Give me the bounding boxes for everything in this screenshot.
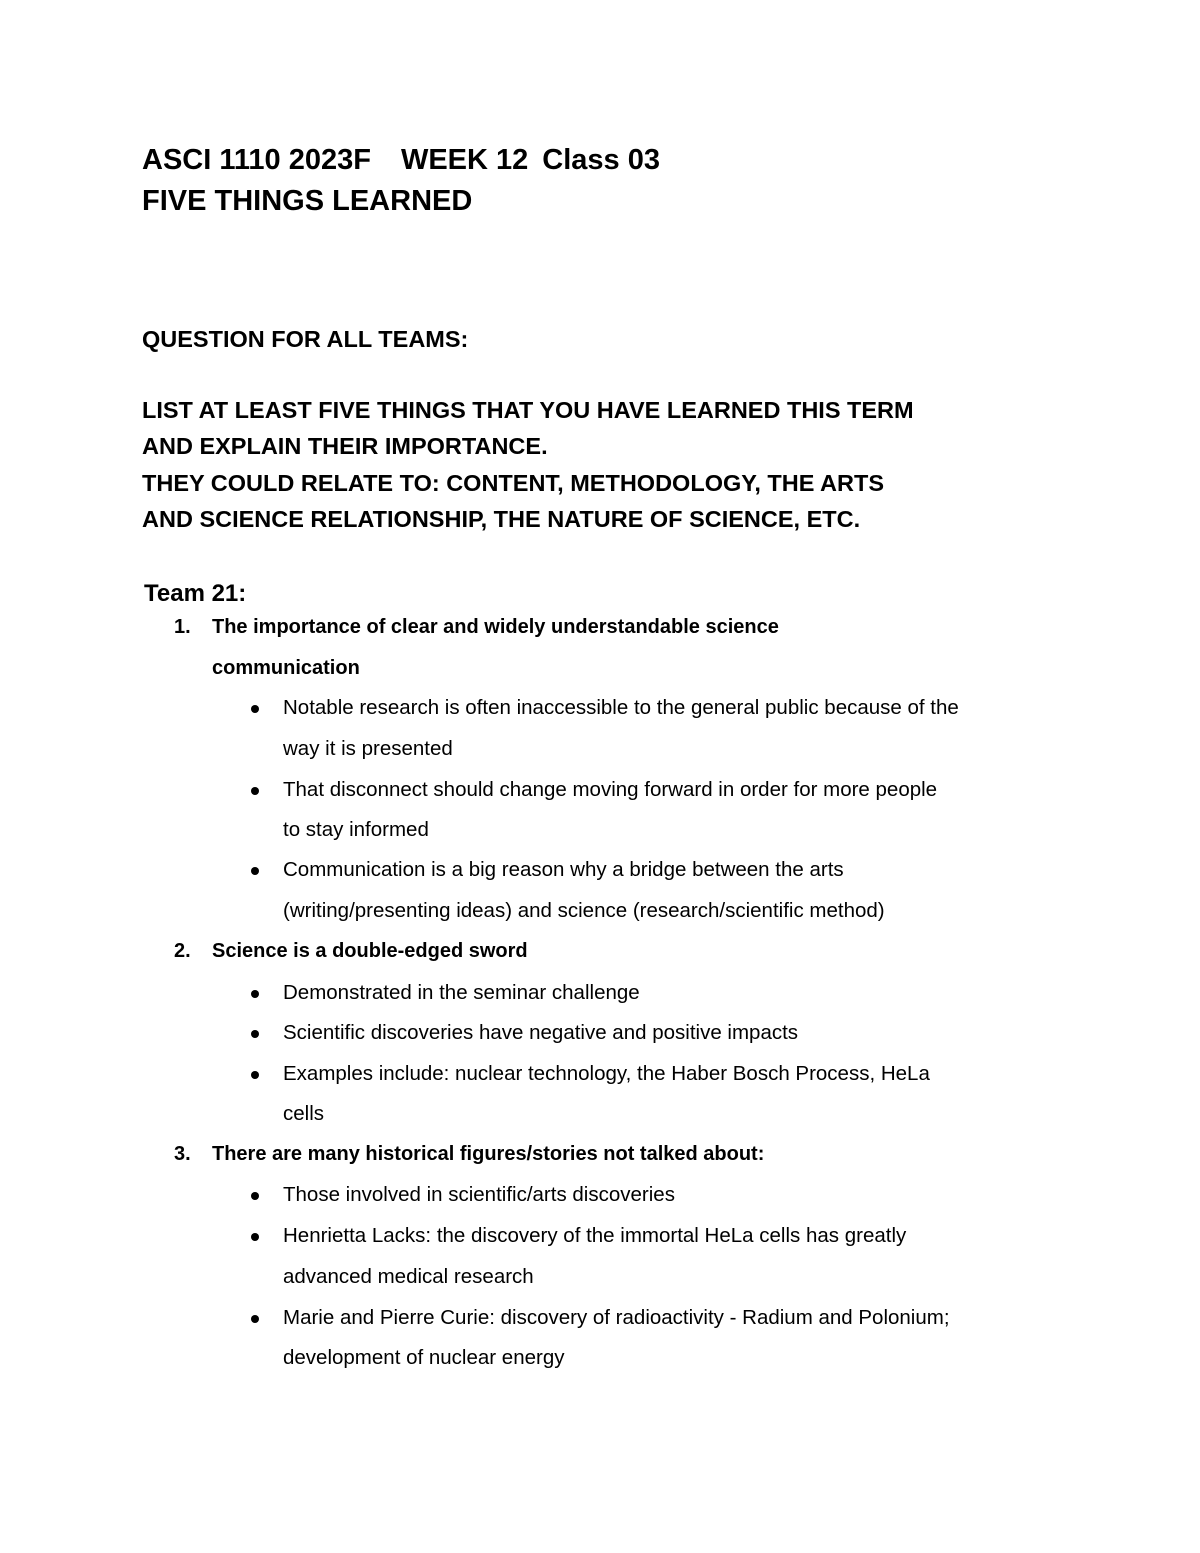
bullet-text: (writing/presenting ideas) and science (research/scientific method): [283, 899, 885, 922]
bullet-text: to stay informed: [283, 818, 429, 841]
bullet-text: Notable research is often inaccessible to the general public because of the: [283, 696, 959, 719]
list-item-number: 3.: [174, 1143, 191, 1165]
list-item-title: communication: [212, 657, 360, 679]
team-heading: Team 21:: [144, 580, 247, 607]
bullet-text: Scientific discoveries have negative and positive impacts: [283, 1021, 799, 1044]
bullet-text: Demonstrated in the seminar challenge: [283, 981, 640, 1004]
bullet-text: Henrietta Lacks: the discovery of the immortal HeLa cells has greatly: [283, 1224, 907, 1247]
document-subtitle: FIVE THINGS LEARNED: [142, 185, 473, 217]
bullet-text: cells: [283, 1102, 325, 1125]
question-line: AND EXPLAIN THEIR IMPORTANCE.: [142, 433, 548, 459]
bullet-icon: [251, 1030, 259, 1038]
document-title: [142, 144, 660, 177]
list-item-title: The importance of clear and widely understandable science: [212, 616, 779, 638]
list-item-number: 2.: [174, 940, 191, 962]
question-line: AND SCIENCE RELATIONSHIP, THE NATURE OF SCIENCE, ETC.: [142, 506, 861, 532]
bullet-text: Communication is a big reason why a bridge between the arts: [283, 858, 844, 881]
bullet-icon: [251, 990, 259, 998]
bullet-icon: [251, 705, 259, 713]
bullet-text: Examples include: nuclear technology, the Haber Bosch Process, HeLa: [283, 1062, 930, 1085]
bullet-text: That disconnect should change moving forward in order for more people: [283, 778, 938, 801]
week-label: WEEK 12: [400, 144, 529, 176]
bullet-text: Those involved in scientific/arts discoveries: [283, 1183, 675, 1206]
bullet-icon: [251, 1233, 259, 1241]
bullet-text: way it is presented: [283, 737, 453, 760]
bullet-text: advanced medical research: [283, 1265, 534, 1288]
list-item-title: Science is a double-edged sword: [212, 940, 528, 962]
bullet-icon: [251, 1315, 259, 1323]
bullet-icon: [251, 1192, 259, 1200]
question-line: LIST AT LEAST FIVE THINGS THAT YOU HAVE LEARNED THIS TERM: [142, 397, 914, 423]
class-label: Class 03: [542, 144, 660, 176]
question-heading: QUESTION FOR ALL TEAMS:: [142, 326, 469, 352]
bullet-text: development of nuclear energy: [283, 1346, 565, 1369]
bullet-icon: [251, 867, 259, 875]
bullet-icon: [251, 787, 259, 795]
list-item-number: 1.: [174, 616, 191, 638]
course-code: ASCI 1110 2023F: [142, 144, 371, 176]
bullet-text: Marie and Pierre Curie: discovery of radioactivity - Radium and Polonium;: [283, 1306, 950, 1329]
question-line: THEY COULD RELATE TO: CONTENT, METHODOLOGY, THE ARTS: [142, 470, 885, 496]
list-item-title: There are many historical figures/stories not talked about:: [212, 1143, 765, 1165]
bullet-icon: [251, 1071, 259, 1079]
